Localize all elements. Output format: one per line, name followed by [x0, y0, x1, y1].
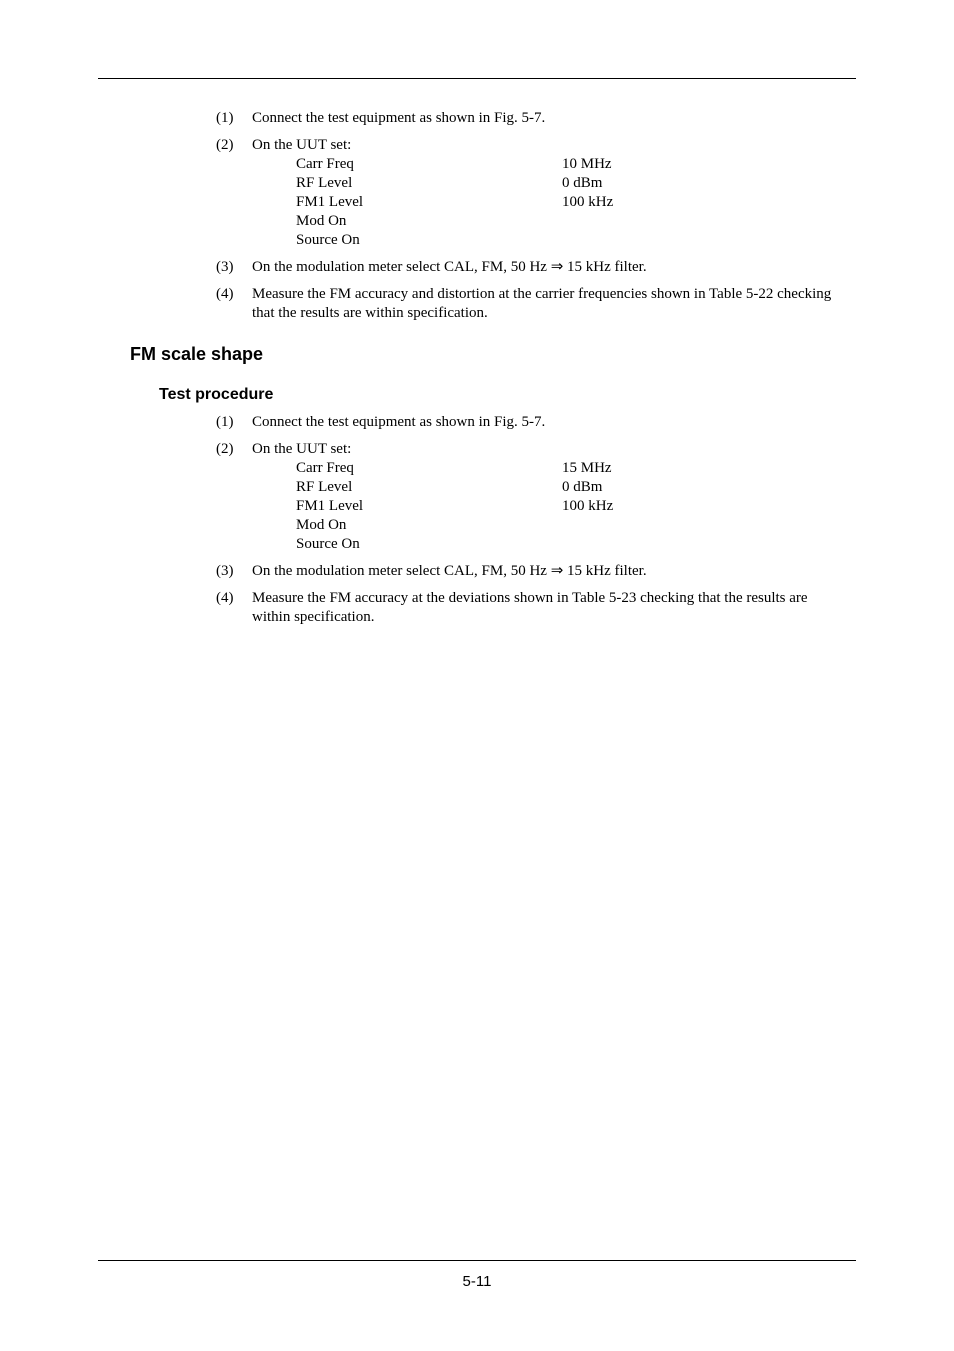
- step-text: On the modulation meter select CAL, FM, 50 Hz ⇒ 15 kHz filter.: [252, 259, 647, 275]
- step-4: [98, 589, 856, 627]
- setting-row: [252, 516, 856, 535]
- step-number: (3): [216, 259, 234, 275]
- setting-row: [252, 231, 856, 250]
- page-number: 5-11: [462, 1273, 492, 1290]
- step-number: (2): [216, 441, 234, 457]
- step-number: (1): [216, 110, 234, 126]
- setting-value: 100 kHz: [562, 194, 614, 210]
- setting-name: FM1 Level: [296, 194, 364, 210]
- step-3: [98, 258, 856, 277]
- step-text: On the UUT set:: [252, 137, 352, 153]
- setting-name: FM1 Level: [296, 498, 364, 514]
- setting-value: 10 MHz: [562, 156, 612, 172]
- header-rule: [98, 78, 856, 79]
- step-text: On the modulation meter select CAL, FM, 50 Hz ⇒ 15 kHz filter.: [252, 563, 647, 579]
- setting-row: [252, 193, 856, 212]
- setting-row: [252, 535, 856, 554]
- step-text: On the UUT set:: [252, 441, 352, 457]
- step-1: [98, 109, 856, 128]
- setting-row: [252, 459, 856, 478]
- setting-name: Source On: [296, 232, 360, 248]
- setting-name: RF Level: [296, 175, 353, 191]
- setting-value: 0 dBm: [562, 175, 603, 191]
- step-number: (4): [216, 286, 234, 302]
- step-1: [98, 413, 856, 432]
- setting-name: Source On: [296, 536, 360, 552]
- setting-name: Carr Freq: [296, 156, 354, 172]
- setting-name: Mod On: [296, 517, 347, 533]
- step-text: Connect the test equipment as shown in Fig. 5-7.: [252, 110, 546, 126]
- step-number: (2): [216, 137, 234, 153]
- footer-rule: [98, 1260, 856, 1261]
- uut-settings: [252, 459, 856, 554]
- step-number: (3): [216, 563, 234, 579]
- step-text: Connect the test equipment as shown in Fig. 5-7.: [252, 414, 546, 430]
- procedure-list-2: [98, 413, 856, 635]
- step-2: [98, 136, 856, 250]
- setting-row: [252, 212, 856, 231]
- setting-name: RF Level: [296, 479, 353, 495]
- setting-value: 100 kHz: [562, 498, 614, 514]
- step-text: Measure the FM accuracy at the deviations shown in Table 5-23 checking that the results are within specification.: [252, 590, 808, 625]
- step-number: (1): [216, 414, 234, 430]
- setting-name: Carr Freq: [296, 460, 354, 476]
- procedure-list-1: [98, 109, 856, 331]
- step-number: (4): [216, 590, 234, 606]
- setting-row: [252, 497, 856, 516]
- setting-name: Mod On: [296, 213, 347, 229]
- step-2: [98, 440, 856, 554]
- step-4: [98, 285, 856, 323]
- step-text: Measure the FM accuracy and distortion at the carrier frequencies shown in Table 5-22 checking that the results are within specification.: [252, 286, 832, 321]
- setting-value: 15 MHz: [562, 460, 612, 476]
- setting-row: [252, 155, 856, 174]
- section-heading: FM scale shape: [130, 344, 264, 364]
- step-3: [98, 562, 856, 581]
- uut-settings: [252, 155, 856, 250]
- setting-value: 0 dBm: [562, 479, 603, 495]
- setting-row: [252, 478, 856, 497]
- setting-row: [252, 174, 856, 193]
- subsection-heading: Test procedure: [159, 386, 274, 403]
